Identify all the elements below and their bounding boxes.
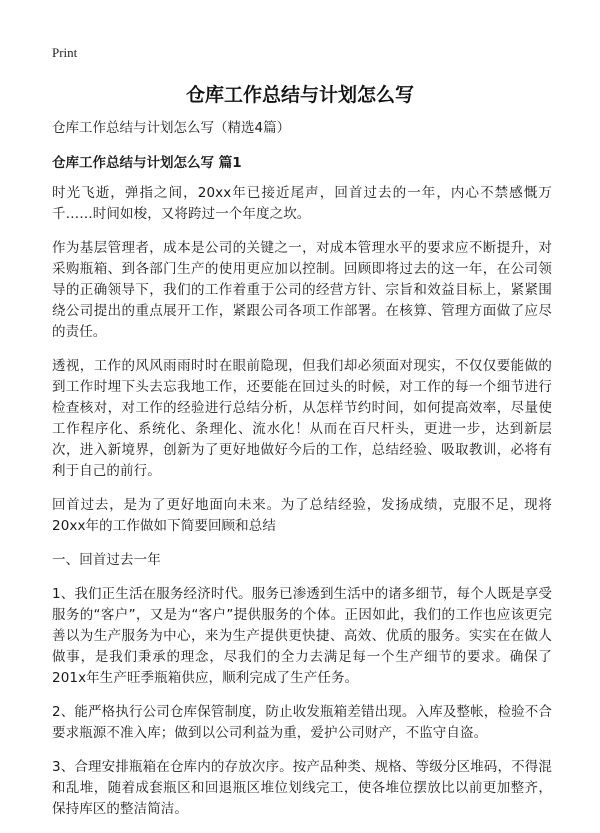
paragraph-item-2: 2、能严格执行公司仓库保管制度，防止收发瓶箱差错出现。入库及整帐，检验不合要求瓶源不准入库；做到以公司利益为重，爱护公司财产，不监守自盗。 <box>52 704 552 741</box>
paragraph-review-intro: 回首过去，是为了更好地面向未来。为了总结经验，发扬成绩，克服不足，现将20xx年的工作做如下简要回顾和总结 <box>52 497 552 534</box>
section-heading: 仓库工作总结与计划怎么写 篇1 <box>52 155 242 171</box>
paragraph-item-1: 1、我们正生活在服务经济时代。服务已渗透到生活中的诸多细节，每个人既是享受服务的“客户”，又是为“客户”提供服务的个体。正因如此，我们的工作也应该更完善以为生产服务为中心，来为生产提供更快捷、高效、优质的服务。实实在在做人做事，是我们秉承的理念，尽我们的全力去满足每一个生产细节的要求。确保了201x年生产旺季瓶箱供应，顺利完成了生产任务。 <box>52 586 552 686</box>
paragraph-reflection: 透视，工作的风风雨雨时时在眼前隐现，但我们却必须面对现实，不仅仅要能做的到工作时埋下头去忘我地工作，还要能在回过头的时候，对工作的每一个细节进行检查核对，对工作的经验进行总结分析，从怎样节约时间，如何提高效率，尽量使工作程序化、系统化、条理化、流水化！从而在百尺杆头，更进一步，达到新层次，进入新境界，创新为了更好地做好今后的工作，总结经验、吸取教训，必将有利于自己的前行。 <box>52 358 552 479</box>
paragraph-cost-management: 作为基层管理者，成本是公司的关键之一，对成本管理水平的要求应不断提升，对采购瓶箱、到各部门生产的使用更应加以控制。回顾即将过去的这一年，在公司领导的正确领导下，我们的工作着重于公司的经营方针、宗旨和效益目标上，紧紧围绕公司提出的重点展开工作，紧跟公司各项工作部署。在核算、管理方面做了应尽的责任。 <box>52 240 552 340</box>
paragraph-intro: 时光飞逝，弹指之间，20xx年已接近尾声，回首过去的一年，内心不禁感慨万千……时间如梭，又将跨过一个年度之坎。 <box>52 185 552 222</box>
paragraph-item-3: 3、合理安排瓶箱在仓库内的存放次序。按产品种类、规格、等级分区堆码，不得混和乱堆，随着成套瓶区和回退瓶区堆位划线完工，使各堆位摆放比以前更加整齐，保持库区的整洁简洁。 <box>52 759 552 817</box>
document-body <box>52 118 552 833</box>
print-link[interactable]: Print <box>52 45 78 60</box>
paragraph-section-one-heading: 一、回首过去一年 <box>52 552 161 568</box>
document-title: 仓库工作总结与计划怎么写 <box>185 84 414 106</box>
document-subtitle: 仓库工作总结与计划怎么写（精选4篇） <box>52 120 291 136</box>
